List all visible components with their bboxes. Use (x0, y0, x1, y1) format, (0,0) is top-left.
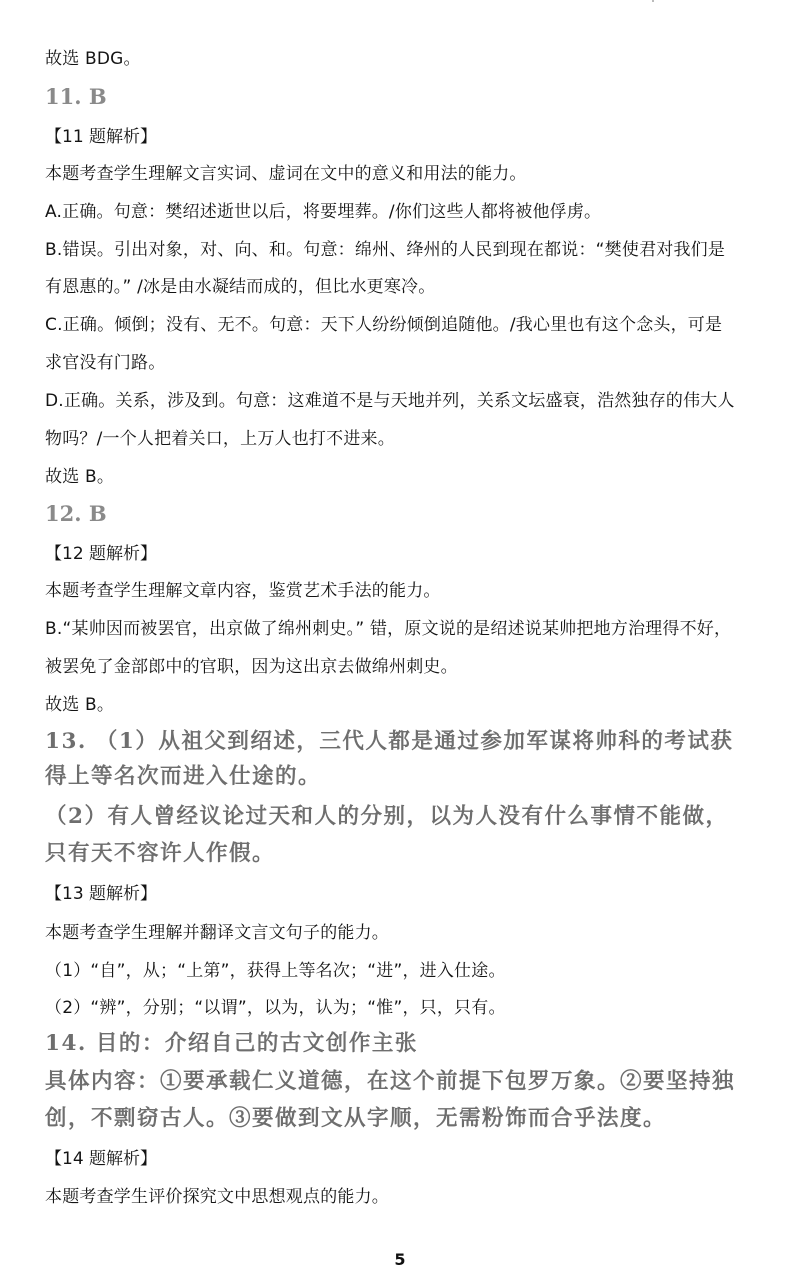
q11-paragraph: 本题考查学生理解文言实词、虚词在文中的意义和用法的能力。 (45, 164, 527, 184)
q11-option-a: A.正确。句意：樊绍述逝世以后，将要埋葬。/你们这些人都将被他俘虏。 (45, 202, 602, 222)
q11-conclusion: 故选 B。 (45, 467, 115, 487)
q12-conclusion: 故选 B。 (45, 695, 115, 715)
q11-option-b: B.错误。引出对象，对、向、和。句意：绵州、绛州的人民到现在都说：“樊使君对我们是 (45, 240, 726, 260)
question-13-analysis-heading: 【13 题解析】 (45, 884, 158, 904)
q11-option-c: C.正确。倾倒；没有、无不。句意：天下人纷纷倾倒追随他。/我心里也有这个念头，可是 (45, 315, 723, 335)
question-13-answer-line-2: 得上等名次而进入仕途的。 (45, 764, 322, 789)
q11-option-c-cont: 求官没有门路。 (45, 353, 166, 373)
question-13-answer-line-1: 13. （1）从祖父到绍述，三代人都是通过参加军谋将帅科的考试获 (45, 729, 734, 754)
question-13-answer-line-4: 只有天不容许人作假。 (45, 841, 276, 866)
corner-mark (652, 0, 654, 2)
conclusion-line: 故选 BDG。 (45, 49, 141, 69)
q13-paragraph: 本题考查学生理解并翻译文言文句子的能力。 (45, 923, 389, 943)
question-12-answer: 12. B (45, 501, 107, 526)
q12-paragraph: 本题考查学生理解文章内容，鉴赏艺术手法的能力。 (45, 581, 441, 601)
q11-option-b-cont: 有恩惠的。” /冰是由水凝结而成的，但比水更寒冷。 (45, 277, 436, 297)
q12-option-b: B.“某帅因而被罢官，出京做了绵州刺史。” 错，原文说的是绍述说某帅把地方治理得不好， (45, 619, 732, 639)
page-number: 5 (394, 1250, 406, 1269)
question-14-answer-line-1: 14. 目的：介绍自己的古文创作主张 (45, 1031, 418, 1056)
question-14-answer-line-2: 具体内容：①要承载仁义道德，在这个前提下包罗万象。②要坚持独 (45, 1069, 736, 1094)
question-12-analysis-heading: 【12 题解析】 (45, 544, 158, 564)
q11-option-d: D.正确。关系，涉及到。句意：这难道不是与天地并列，关系文坛盛衰，浩然独存的伟大人 (45, 391, 735, 411)
question-14-analysis-heading: 【14 题解析】 (45, 1149, 158, 1169)
q12-option-b-cont: 被罢免了金部郎中的官职，因为这出京去做绵州刺史。 (45, 657, 458, 677)
q11-option-d-cont: 物吗？/一个人把着关口，上万人也打不进来。 (45, 429, 395, 449)
question-11-analysis-heading: 【11 题解析】 (45, 127, 158, 147)
q13-item-1: （1）“自”，从；“上第”，获得上等名次；“进”，进入仕途。 (45, 961, 506, 981)
question-14-answer-line-3: 创，不剽窃古人。③要做到文从字顺，无需粉饰而合乎法度。 (45, 1106, 667, 1131)
q14-paragraph: 本题考查学生评价探究文中思想观点的能力。 (45, 1187, 389, 1207)
question-13-answer-line-3: （2）有人曾经议论过天和人的分别，以为人没有什么事情不能做， (45, 804, 729, 829)
q13-item-2: （2）“辨”，分别；“以谓”，以为，认为；“惟”，只，只有。 (45, 998, 506, 1018)
question-11-answer: 11. B (45, 84, 107, 109)
